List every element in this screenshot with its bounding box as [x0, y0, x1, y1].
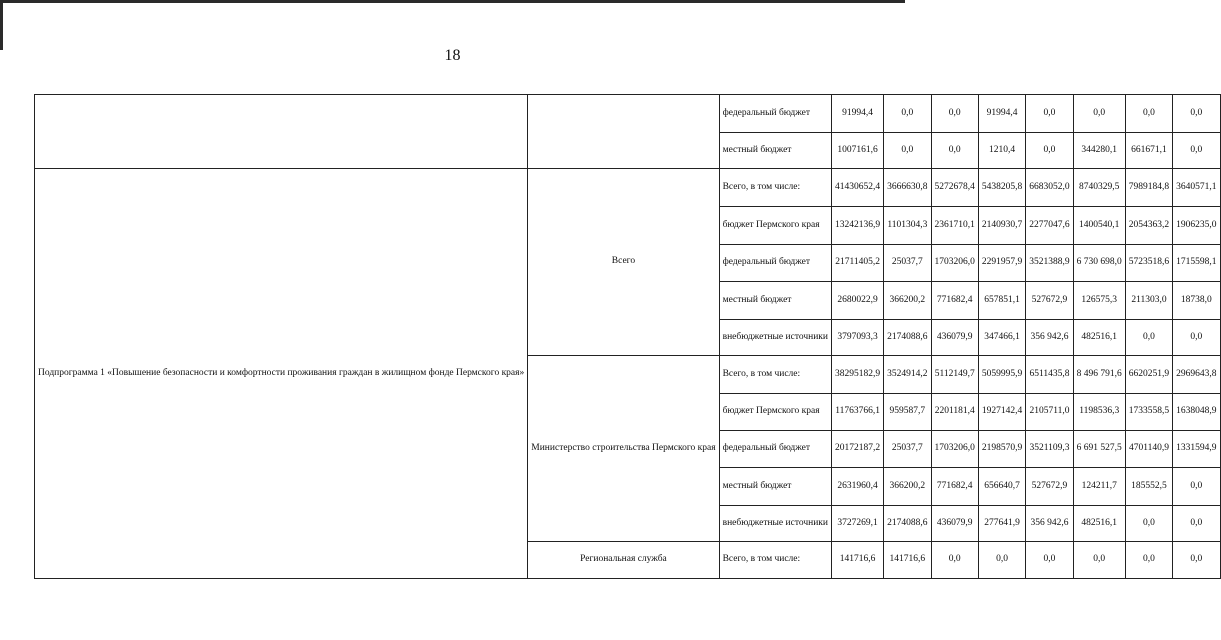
value-cell: 1331594,9 — [1173, 431, 1220, 468]
value-cell: 3521388,9 — [1026, 245, 1073, 282]
subprogram-name: Подпрограмма 1 «Повышение безопасности и комфортности проживания граждан в жилищном фонде Пермского края» — [35, 169, 528, 579]
value-cell: 656640,7 — [978, 468, 1025, 506]
value-cell: 5059995,9 — [978, 356, 1025, 394]
value-cell: 0,0 — [1173, 95, 1220, 133]
value-cell: 657851,1 — [978, 282, 1025, 320]
page-number: 18 — [444, 47, 461, 64]
value-cell: 0,0 — [931, 95, 978, 133]
value-cell: 3640571,1 — [1173, 169, 1220, 207]
scan-border-left — [0, 0, 3, 50]
executor-name: Всего — [528, 169, 719, 356]
value-cell: 2140930,7 — [978, 207, 1025, 245]
value-cell: 2198570,9 — [978, 431, 1025, 468]
value-cell: 366200,2 — [884, 282, 931, 320]
value-cell: 482516,1 — [1073, 320, 1125, 356]
value-cell: 2361710,1 — [931, 207, 978, 245]
value-cell: 25037,7 — [884, 431, 931, 468]
executor-name: Министерство строительства Пермского края — [528, 356, 719, 542]
value-cell: 211303,0 — [1125, 282, 1172, 320]
value-cell: 6511435,8 — [1026, 356, 1073, 394]
funding-source-label: федеральный бюджет — [719, 431, 831, 468]
value-cell: 527672,9 — [1026, 468, 1073, 506]
value-cell: 1906235,0 — [1173, 207, 1220, 245]
value-cell: 1927142,4 — [978, 394, 1025, 431]
value-cell: 185552,5 — [1125, 468, 1172, 506]
value-cell: 1198536,3 — [1073, 394, 1125, 431]
value-cell: 3521109,3 — [1026, 431, 1073, 468]
value-cell: 7989184,8 — [1125, 169, 1172, 207]
value-cell: 0,0 — [1173, 133, 1220, 169]
value-cell: 0,0 — [1125, 95, 1172, 133]
value-cell: 5112149,7 — [931, 356, 978, 394]
value-cell: 38295182,9 — [832, 356, 884, 394]
value-cell: 91994,4 — [832, 95, 884, 133]
value-cell: 1007161,6 — [832, 133, 884, 169]
value-cell: 6620251,9 — [1125, 356, 1172, 394]
value-cell: 2631960,4 — [832, 468, 884, 506]
value-cell: 25037,7 — [884, 245, 931, 282]
scan-border-top — [0, 0, 905, 3]
value-cell: 661671,1 — [1125, 133, 1172, 169]
value-cell: 3524914,2 — [884, 356, 931, 394]
value-cell: 91994,4 — [978, 95, 1025, 133]
value-cell: 3727269,1 — [832, 506, 884, 542]
value-cell: 3666630,8 — [884, 169, 931, 207]
value-cell: 0,0 — [1125, 320, 1172, 356]
value-cell: 356 942,6 — [1026, 506, 1073, 542]
value-cell: 959587,7 — [884, 394, 931, 431]
value-cell: 0,0 — [884, 133, 931, 169]
funding-source-label: Всего, в том числе: — [719, 356, 831, 394]
value-cell: 1703206,0 — [931, 245, 978, 282]
value-cell: 3797093,3 — [832, 320, 884, 356]
funding-source-label: федеральный бюджет — [719, 245, 831, 282]
value-cell: 2105711,0 — [1026, 394, 1073, 431]
funding-source-label: федеральный бюджет — [719, 95, 831, 133]
table-row — [35, 169, 1221, 207]
value-cell: 5272678,4 — [931, 169, 978, 207]
value-cell: 1715598,1 — [1173, 245, 1220, 282]
budget-table — [34, 94, 1221, 579]
value-cell: 0,0 — [1026, 542, 1073, 579]
funding-source-label: местный бюджет — [719, 468, 831, 506]
value-cell: 0,0 — [1125, 542, 1172, 579]
value-cell: 21711405,2 — [832, 245, 884, 282]
value-cell: 6 691 527,5 — [1073, 431, 1125, 468]
value-cell: 1400540,1 — [1073, 207, 1125, 245]
value-cell: 2054363,2 — [1125, 207, 1172, 245]
value-cell: 8 496 791,6 — [1073, 356, 1125, 394]
value-cell: 2291957,9 — [978, 245, 1025, 282]
value-cell: 344280,1 — [1073, 133, 1125, 169]
value-cell: 771682,4 — [931, 468, 978, 506]
value-cell: 0,0 — [1125, 506, 1172, 542]
value-cell: 13242136,9 — [832, 207, 884, 245]
value-cell: 0,0 — [1026, 95, 1073, 133]
funding-source-label: Всего, в том числе: — [719, 542, 831, 579]
value-cell: 0,0 — [1173, 506, 1220, 542]
value-cell: 20172187,2 — [832, 431, 884, 468]
value-cell: 356 942,6 — [1026, 320, 1073, 356]
value-cell: 0,0 — [1173, 542, 1220, 579]
value-cell: 2680022,9 — [832, 282, 884, 320]
value-cell: 366200,2 — [884, 468, 931, 506]
value-cell: 482516,1 — [1073, 506, 1125, 542]
value-cell: 141716,6 — [832, 542, 884, 579]
funding-source-label: внебюджетные источники — [719, 320, 831, 356]
value-cell: 1638048,9 — [1173, 394, 1220, 431]
funding-source-label: бюджет Пермского края — [719, 394, 831, 431]
value-cell: 0,0 — [884, 95, 931, 133]
value-cell: 436079,9 — [931, 320, 978, 356]
value-cell: 124211,7 — [1073, 468, 1125, 506]
funding-source-label: местный бюджет — [719, 282, 831, 320]
value-cell: 11763766,1 — [832, 394, 884, 431]
value-cell: 4701140,9 — [1125, 431, 1172, 468]
value-cell: 277641,9 — [978, 506, 1025, 542]
value-cell: 0,0 — [1073, 542, 1125, 579]
funding-source-label: местный бюджет — [719, 133, 831, 169]
value-cell: 141716,6 — [884, 542, 931, 579]
value-cell: 126575,3 — [1073, 282, 1125, 320]
budget-table-body — [35, 95, 1221, 579]
subprogram-name-cell-continued — [35, 95, 528, 169]
value-cell: 1210,4 — [978, 133, 1025, 169]
value-cell: 0,0 — [1026, 133, 1073, 169]
value-cell: 1101304,3 — [884, 207, 931, 245]
value-cell: 2201181,4 — [931, 394, 978, 431]
value-cell: 2969643,8 — [1173, 356, 1220, 394]
value-cell: 6683052,0 — [1026, 169, 1073, 207]
table-row — [35, 95, 1221, 133]
executor-cell-continued — [528, 95, 719, 169]
value-cell: 0,0 — [931, 542, 978, 579]
value-cell: 436079,9 — [931, 506, 978, 542]
value-cell: 6 730 698,0 — [1073, 245, 1125, 282]
funding-source-label: бюджет Пермского края — [719, 207, 831, 245]
value-cell: 347466,1 — [978, 320, 1025, 356]
value-cell: 2277047,6 — [1026, 207, 1073, 245]
value-cell: 527672,9 — [1026, 282, 1073, 320]
value-cell: 0,0 — [978, 542, 1025, 579]
executor-name: Региональная служба — [528, 542, 719, 579]
value-cell: 41430652,4 — [832, 169, 884, 207]
funding-source-label: Всего, в том числе: — [719, 169, 831, 207]
value-cell: 5723518,6 — [1125, 245, 1172, 282]
value-cell: 771682,4 — [931, 282, 978, 320]
value-cell: 2174088,6 — [884, 320, 931, 356]
value-cell: 1733558,5 — [1125, 394, 1172, 431]
value-cell: 18738,0 — [1173, 282, 1220, 320]
funding-source-label: внебюджетные источники — [719, 506, 831, 542]
value-cell: 0,0 — [931, 133, 978, 169]
value-cell: 5438205,8 — [978, 169, 1025, 207]
value-cell: 8740329,5 — [1073, 169, 1125, 207]
value-cell: 1703206,0 — [931, 431, 978, 468]
value-cell: 0,0 — [1173, 320, 1220, 356]
value-cell: 0,0 — [1173, 468, 1220, 506]
value-cell: 0,0 — [1073, 95, 1125, 133]
value-cell: 2174088,6 — [884, 506, 931, 542]
